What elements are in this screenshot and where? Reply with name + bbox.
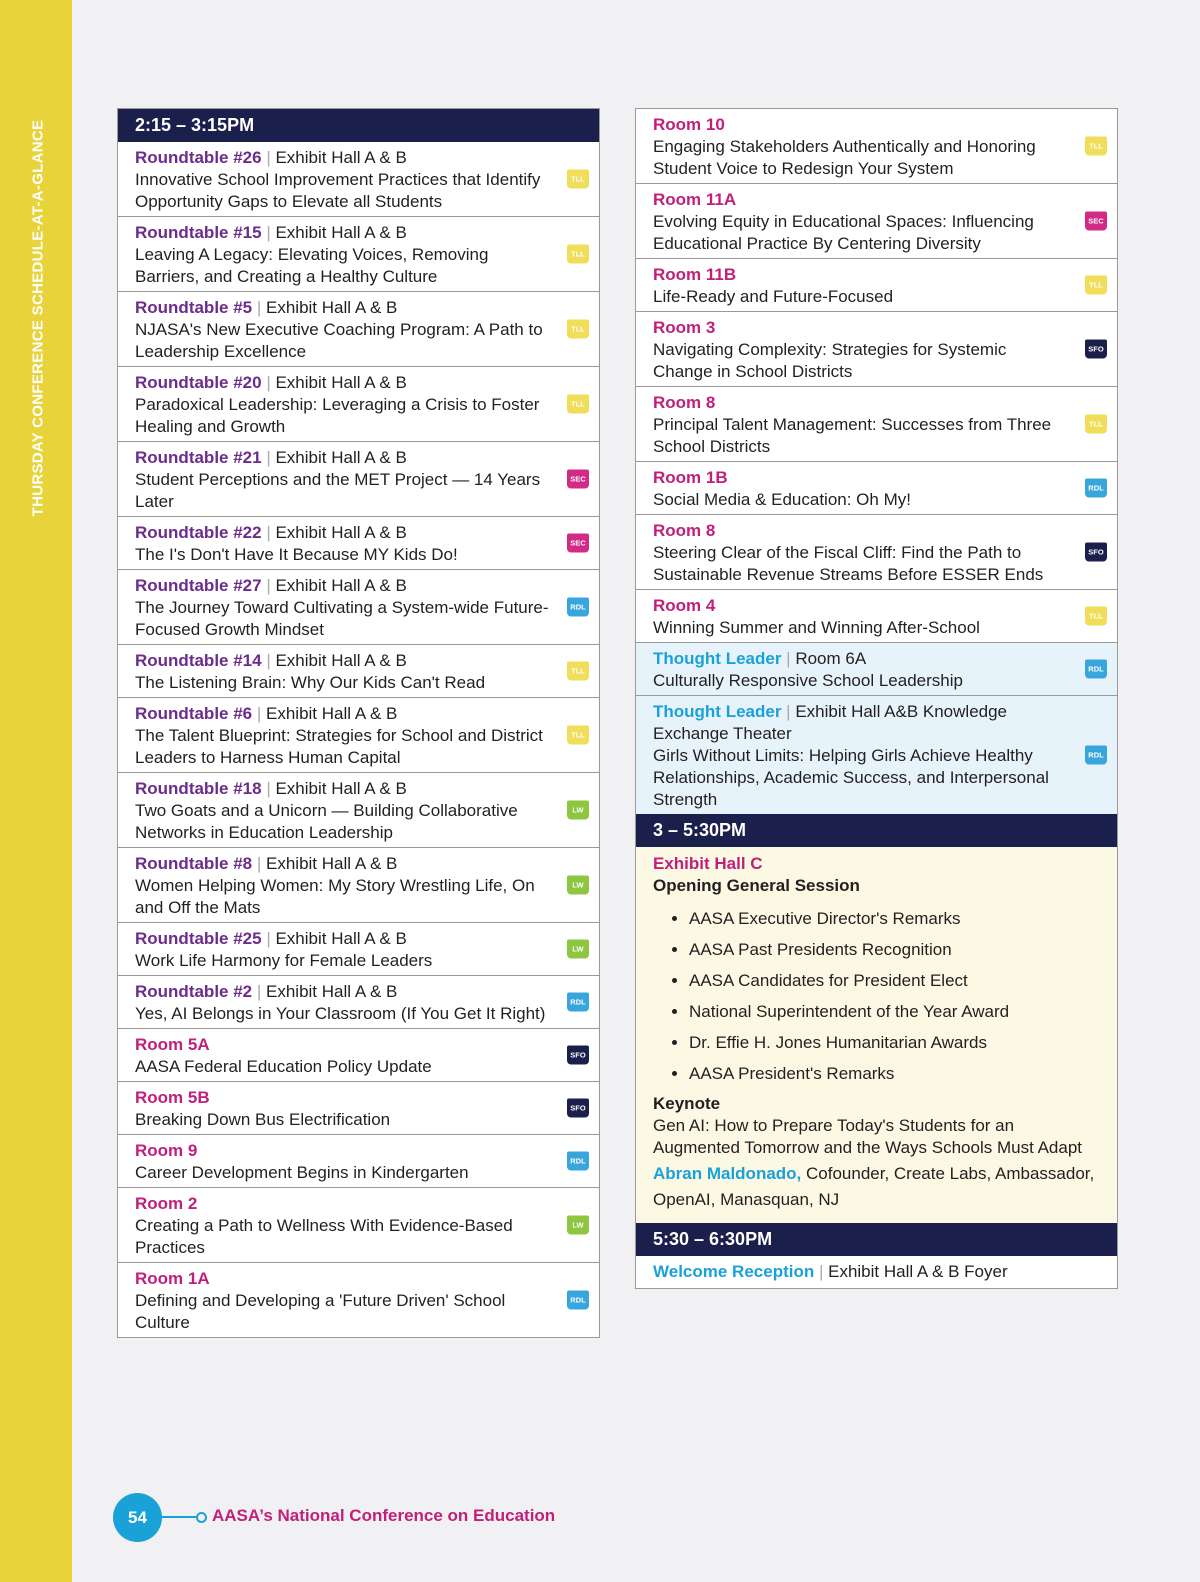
separator: | <box>261 148 276 167</box>
session-title: The I's Don't Have It Because MY Kids Do! <box>135 545 458 564</box>
track-badge-icon: RDL <box>567 598 589 617</box>
session-title: Culturally Responsive School Leadership <box>653 671 963 690</box>
session-name: Room 5A <box>135 1035 210 1054</box>
agenda-item: • AASA President's Remarks <box>689 1058 1100 1089</box>
session-location: Exhibit Hall A & B <box>275 779 407 798</box>
session-location: Room 6A <box>795 649 867 668</box>
track-badge-icon: RDL <box>567 1291 589 1310</box>
session-heading <box>135 778 551 800</box>
separator: | <box>781 649 796 668</box>
session-title: Paradoxical Leadership: Leveraging a Crisis to Foster Healing and Growth <box>135 395 540 436</box>
session-row <box>636 387 1117 462</box>
session-row <box>118 292 599 367</box>
session-heading <box>135 372 551 394</box>
speaker-name: Abran Maldonado, <box>653 1164 802 1183</box>
session-title: Student Perceptions and the MET Project — 14 Years Later <box>135 470 541 511</box>
session-title: Girls Without Limits: Helping Girls Achieve Healthy Relationships, Academic Success, and Interpersonal Strength <box>653 746 1049 809</box>
separator: | <box>261 779 276 798</box>
keynote-label: Keynote <box>653 1094 721 1113</box>
track-badge-icon: RDL <box>1085 660 1107 679</box>
track-badge-icon: SEC <box>567 470 589 489</box>
session-location: Exhibit Hall A & B <box>266 982 398 1001</box>
session-heading <box>135 147 551 169</box>
session-heading <box>653 595 1069 617</box>
session-row <box>636 462 1117 515</box>
session-name: Thought Leader <box>653 702 782 721</box>
agenda-item: • AASA Past Presidents Recognition <box>689 934 1100 965</box>
session-heading <box>135 1034 551 1056</box>
separator: | <box>261 373 276 392</box>
separator: | <box>261 576 276 595</box>
session-name: Roundtable #5 <box>135 298 253 317</box>
separator: | <box>252 704 266 723</box>
session-title: Social Media & Education: Oh My! <box>653 490 911 509</box>
session-location: Exhibit Hall A & B Foyer <box>828 1262 1008 1281</box>
right-schedule-column <box>635 108 1118 1289</box>
session-name: Roundtable #14 <box>135 651 262 670</box>
session-row <box>636 312 1117 387</box>
track-badge-icon: LW <box>567 1216 589 1235</box>
session-list <box>636 109 1117 814</box>
session-name: Roundtable #25 <box>135 929 262 948</box>
session-row <box>118 1082 599 1135</box>
keynote-speaker <box>653 1161 1100 1213</box>
session-name: Roundtable #22 <box>135 523 262 542</box>
general-session <box>636 847 1117 1223</box>
session-name: Roundtable #2 <box>135 982 253 1001</box>
session-name: Welcome Reception <box>653 1262 815 1281</box>
separator: | <box>261 651 276 670</box>
session-heading <box>135 981 551 1003</box>
track-badge-icon: TLL <box>1085 137 1107 156</box>
session-title: Evolving Equity in Educational Spaces: Influencing Educational Practice By Centering Diversity <box>653 212 1034 253</box>
track-badge-icon: TLL <box>1085 276 1107 295</box>
separator: | <box>261 223 276 242</box>
session-title: Yes, AI Belongs in Your Classroom (If You Get It Right) <box>135 1004 546 1023</box>
track-badge-icon: RDL <box>567 993 589 1012</box>
session-name: Roundtable #20 <box>135 373 262 392</box>
session-location: Exhibit Hall A & B <box>266 854 398 873</box>
session-location: Exhibit Hall A & B <box>275 651 407 670</box>
session-title: Breaking Down Bus Electrification <box>135 1110 391 1129</box>
time-header: 2:15 – 3:15PM <box>118 109 599 142</box>
track-badge-icon: RDL <box>1085 479 1107 498</box>
track-badge-icon: LW <box>567 876 589 895</box>
session-heading <box>135 222 551 244</box>
session-name: Roundtable #6 <box>135 704 253 723</box>
session-row <box>118 570 599 645</box>
separator: | <box>261 523 276 542</box>
time-header: 5:30 – 6:30PM <box>636 1223 1117 1256</box>
session-title: The Talent Blueprint: Strategies for School and District Leaders to Harness Human Capital <box>135 726 543 767</box>
agenda-item: • AASA Candidates for President Elect <box>689 965 1100 996</box>
session-heading <box>653 317 1069 339</box>
session-title: Life-Ready and Future-Focused <box>653 287 894 306</box>
session-title: Navigating Complexity: Strategies for Systemic Change in School Districts <box>653 340 1007 381</box>
track-badge-icon: SEC <box>567 534 589 553</box>
session-row <box>118 645 599 698</box>
track-badge-icon: TLL <box>567 395 589 414</box>
session-row <box>636 590 1117 643</box>
agenda-list <box>653 903 1100 1089</box>
session-name: Room 8 <box>653 393 716 412</box>
session-title: Steering Clear of the Fiscal Cliff: Find the Path to Sustainable Revenue Streams Before ESSER Ends <box>653 543 1044 584</box>
session-row <box>118 976 599 1029</box>
session-name: Room 4 <box>653 596 716 615</box>
speaker-details: Cofounder, Create Labs, Ambassador, OpenAI, Manasquan, NJ <box>653 1164 1095 1209</box>
session-name: Room 11B <box>653 265 737 284</box>
session-name: Room 11A <box>653 190 737 209</box>
session-heading <box>135 1193 551 1215</box>
session-heading <box>135 1087 551 1109</box>
agenda-item: • AASA Executive Director's Remarks <box>689 903 1100 934</box>
session-location: Exhibit Hall A & B <box>275 448 407 467</box>
session-name: Roundtable #8 <box>135 854 253 873</box>
session-heading <box>653 392 1069 414</box>
session-row <box>118 517 599 570</box>
session-row <box>636 643 1117 696</box>
session-title: The Journey Toward Cultivating a System-wide Future-Focused Growth Mindset <box>135 598 549 639</box>
session-name: Roundtable #27 <box>135 576 262 595</box>
session-name: Roundtable #21 <box>135 448 262 467</box>
session-row <box>636 696 1117 814</box>
session-row <box>118 848 599 923</box>
session-heading <box>653 648 1069 670</box>
time-header: 3 – 5:30PM <box>636 814 1117 847</box>
session-location: Exhibit Hall A & B <box>266 704 398 723</box>
session-title: NJASA's New Executive Coaching Program: A Path to Leadership Excellence <box>135 320 543 361</box>
sidebar-label: THURSDAY CONFERENCE SCHEDULE-AT-A-GLANCE <box>29 119 47 517</box>
session-title: Career Development Begins in Kindergarten <box>135 1163 469 1182</box>
session-name: Room 5B <box>135 1088 210 1107</box>
session-row <box>636 259 1117 312</box>
agenda-item: • National Superintendent of the Year Award <box>689 996 1100 1027</box>
session-name: Thought Leader <box>653 649 782 668</box>
session-name: Room 1A <box>135 1269 210 1288</box>
session-name: Room 1B <box>653 468 728 487</box>
session-name: Roundtable #26 <box>135 148 262 167</box>
session-heading <box>135 853 551 875</box>
track-badge-icon: SFO <box>1085 543 1107 562</box>
session-row <box>636 184 1117 259</box>
separator: | <box>814 1262 829 1281</box>
session-location: Exhibit Hall A & B <box>266 298 398 317</box>
track-badge-icon: SFO <box>1085 340 1107 359</box>
session-title: Creating a Path to Wellness With Evidence-Based Practices <box>135 1216 513 1257</box>
separator: | <box>252 854 266 873</box>
session-location: Exhibit Hall A & B <box>275 223 407 242</box>
welcome-reception-row <box>636 1256 1117 1288</box>
session-heading <box>135 650 551 672</box>
session-row <box>118 367 599 442</box>
session-name: Roundtable #18 <box>135 779 262 798</box>
session-row <box>118 1263 599 1337</box>
session-name: Room 2 <box>135 1194 198 1213</box>
session-heading <box>135 928 551 950</box>
session-heading <box>653 114 1069 136</box>
session-row <box>118 217 599 292</box>
session-title: AASA Federal Education Policy Update <box>135 1057 432 1076</box>
session-heading <box>135 447 551 469</box>
session-heading <box>653 520 1069 542</box>
session-list <box>118 142 599 1337</box>
agenda-item: • Dr. Effie H. Jones Humanitarian Awards <box>689 1027 1100 1058</box>
session-title: The Listening Brain: Why Our Kids Can't Read <box>135 673 486 692</box>
track-badge-icon: TLL <box>1085 415 1107 434</box>
session-name: Room 9 <box>135 1141 198 1160</box>
session-heading <box>135 1268 551 1290</box>
session-title: Defining and Developing a 'Future Driven' School Culture <box>135 1291 506 1332</box>
footer-title: AASA’s National Conference on Education <box>212 1506 556 1525</box>
track-badge-icon: LW <box>567 940 589 959</box>
session-title: Engaging Stakeholders Authentically and Honoring Student Voice to Redesign Your System <box>653 137 1036 178</box>
session-title: Women Helping Women: My Story Wrestling Life, On and Off the Mats <box>135 876 535 917</box>
separator: | <box>781 702 796 721</box>
session-row <box>636 515 1117 590</box>
page-number: 54 <box>113 1493 162 1542</box>
track-badge-icon: TLL <box>567 245 589 264</box>
track-badge-icon: TLL <box>567 726 589 745</box>
session-name: Roundtable #15 <box>135 223 262 242</box>
session-heading <box>135 297 551 319</box>
session-heading <box>653 701 1069 745</box>
track-badge-icon: SEC <box>1085 212 1107 231</box>
session-location: Exhibit Hall A & B <box>275 929 407 948</box>
track-badge-icon: RDL <box>567 1152 589 1171</box>
session-row <box>118 923 599 976</box>
session-row <box>118 698 599 773</box>
session-location: Exhibit Hall A & B <box>275 576 407 595</box>
session-title: Innovative School Improvement Practices that Identify Opportunity Gaps to Elevate all Students <box>135 170 541 211</box>
session-heading <box>135 1140 551 1162</box>
session-heading <box>653 264 1069 286</box>
session-name: Room 3 <box>653 318 716 337</box>
session-title: Two Goats and a Unicorn — Building Collaborative Networks in Education Leadership <box>135 801 518 842</box>
footer-connector-line <box>160 1516 198 1518</box>
session-row <box>118 1135 599 1188</box>
session-title: Winning Summer and Winning After-School <box>653 618 980 637</box>
session-title: Leaving A Legacy: Elevating Voices, Removing Barriers, and Creating a Healthy Culture <box>135 245 489 286</box>
track-badge-icon: LW <box>567 801 589 820</box>
keynote-title: Gen AI: How to Prepare Today's Students for an Augmented Tomorrow and the Ways Schools Must Adapt <box>653 1116 1083 1157</box>
separator: | <box>261 929 276 948</box>
session-row <box>118 442 599 517</box>
session-location: Exhibit Hall A & B <box>275 523 407 542</box>
session-heading <box>653 467 1069 489</box>
session-row <box>636 109 1117 184</box>
session-location: Exhibit Hall A&B Knowledge Exchange Theater <box>653 702 1008 743</box>
track-badge-icon: TLL <box>567 320 589 339</box>
separator: | <box>252 982 266 1001</box>
separator: | <box>261 448 276 467</box>
session-location: Exhibit Hall A & B <box>275 148 407 167</box>
session-title: Work Life Harmony for Female Leaders <box>135 951 433 970</box>
track-badge-icon: TLL <box>567 662 589 681</box>
track-badge-icon: SFO <box>567 1046 589 1065</box>
session-row <box>118 773 599 848</box>
footer-connector-dot <box>196 1512 207 1523</box>
separator: | <box>252 298 266 317</box>
track-badge-icon: SFO <box>567 1099 589 1118</box>
session-title: Opening General Session <box>653 876 860 895</box>
session-room: Exhibit Hall C <box>653 854 763 873</box>
session-row <box>118 142 599 217</box>
track-badge-icon: TLL <box>1085 607 1107 626</box>
session-row <box>118 1029 599 1082</box>
session-heading <box>135 522 551 544</box>
left-schedule-column <box>117 108 600 1338</box>
session-location: Exhibit Hall A & B <box>275 373 407 392</box>
session-heading <box>653 189 1069 211</box>
track-badge-icon: TLL <box>567 170 589 189</box>
session-title: Principal Talent Management: Successes from Three School Districts <box>653 415 1052 456</box>
session-heading <box>135 575 551 597</box>
session-row <box>118 1188 599 1263</box>
session-heading <box>135 703 551 725</box>
session-name: Room 10 <box>653 115 725 134</box>
session-name: Room 8 <box>653 521 716 540</box>
track-badge-icon: RDL <box>1085 746 1107 765</box>
